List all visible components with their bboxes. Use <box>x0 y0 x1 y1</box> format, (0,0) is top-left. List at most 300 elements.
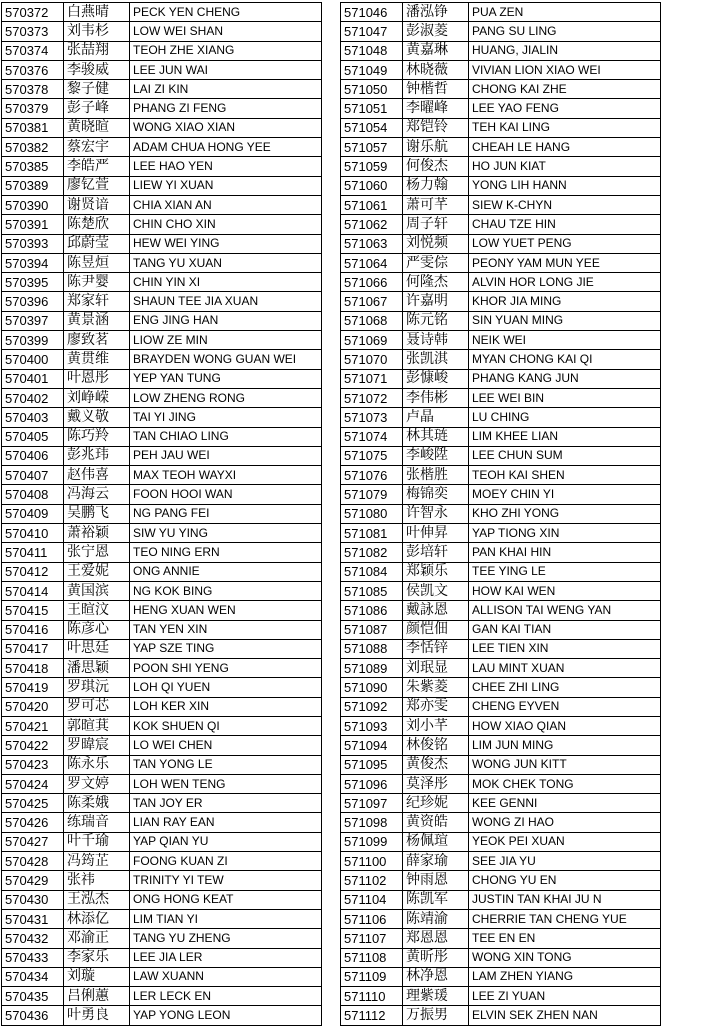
chinese-name-cell: 叶伸昇 <box>403 524 469 543</box>
chinese-name-cell: 周子轩 <box>403 215 469 234</box>
table-row <box>2 543 322 562</box>
student-id-cell: 570389 <box>2 176 64 195</box>
chinese-name-cell: 蔡宏宇 <box>64 138 130 157</box>
table-row <box>2 350 322 369</box>
english-name-cell: ONG ANNIE <box>130 562 322 581</box>
table-row <box>2 311 322 330</box>
english-name-cell: LAM ZHEN YIANG <box>469 967 661 986</box>
table-row <box>2 832 322 851</box>
english-name-cell: TEE YING LE <box>469 562 661 581</box>
chinese-name-cell: 聂诗韩 <box>403 331 469 350</box>
english-name-cell: PUA ZEN <box>469 3 661 22</box>
table-row <box>341 292 661 311</box>
table-row <box>341 311 661 330</box>
student-id-cell: 571049 <box>341 60 403 79</box>
student-id-cell: 570416 <box>2 620 64 639</box>
english-name-cell: SEE JIA YU <box>469 852 661 871</box>
chinese-name-cell: 李皓严 <box>64 157 130 176</box>
table-row <box>341 369 661 388</box>
table-row <box>341 118 661 137</box>
chinese-name-cell: 莫泽彤 <box>403 774 469 793</box>
chinese-name-cell: 邓渝正 <box>64 929 130 948</box>
student-id-cell: 570381 <box>2 118 64 137</box>
student-id-cell: 570385 <box>2 157 64 176</box>
student-table-right <box>340 2 661 1026</box>
student-id-cell: 570422 <box>2 736 64 755</box>
table-row <box>341 678 661 697</box>
student-id-cell: 571092 <box>341 697 403 716</box>
student-id-cell: 570400 <box>2 350 64 369</box>
chinese-name-cell: 彭培轩 <box>403 543 469 562</box>
chinese-name-cell: 王爱妮 <box>64 562 130 581</box>
english-name-cell: YAP TIONG XIN <box>469 524 661 543</box>
student-id-cell: 571090 <box>341 678 403 697</box>
english-name-cell: ONG HONG KEAT <box>130 890 322 909</box>
student-id-cell: 570435 <box>2 987 64 1006</box>
chinese-name-cell: 戴詠恩 <box>403 601 469 620</box>
student-id-cell: 570430 <box>2 890 64 909</box>
chinese-name-cell: 严雯倧 <box>403 253 469 272</box>
chinese-name-cell: 刘悦频 <box>403 234 469 253</box>
student-id-cell: 571079 <box>341 485 403 504</box>
english-name-cell: ALLISON TAI WENG YAN <box>469 601 661 620</box>
table-row <box>341 620 661 639</box>
student-id-cell: 570419 <box>2 678 64 697</box>
chinese-name-cell: 萧裕颖 <box>64 524 130 543</box>
student-id-cell: 571076 <box>341 466 403 485</box>
english-name-cell: LIAN RAY EAN <box>130 813 322 832</box>
english-name-cell: KHO ZHI YONG <box>469 504 661 523</box>
student-id-cell: 570417 <box>2 639 64 658</box>
chinese-name-cell: 叶勇良 <box>64 1006 130 1025</box>
table-row <box>2 466 322 485</box>
table-row <box>341 716 661 735</box>
table-row <box>341 41 661 60</box>
english-name-cell: PEONY YAM MUN YEE <box>469 253 661 272</box>
table-row <box>2 562 322 581</box>
english-name-cell: SIW YU YING <box>130 524 322 543</box>
table-row <box>2 215 322 234</box>
english-name-cell: PHANG ZI FENG <box>130 99 322 118</box>
english-name-cell: CHEE ZHI LING <box>469 678 661 697</box>
table-row <box>2 909 322 928</box>
table-row <box>2 504 322 523</box>
english-name-cell: LEE YAO FENG <box>469 99 661 118</box>
english-name-cell: TAI YI JING <box>130 408 322 427</box>
chinese-name-cell: 刘韦杉 <box>64 22 130 41</box>
english-name-cell: MAX TEOH WAYXI <box>130 466 322 485</box>
chinese-name-cell: 林其琏 <box>403 427 469 446</box>
table-row <box>2 41 322 60</box>
chinese-name-cell: 黄嘉琳 <box>403 41 469 60</box>
table-row <box>2 716 322 735</box>
chinese-name-cell: 林净恩 <box>403 967 469 986</box>
student-id-cell: 571074 <box>341 427 403 446</box>
english-name-cell: POON SHI YENG <box>130 659 322 678</box>
chinese-name-cell: 白燕晴 <box>64 3 130 22</box>
table-row <box>2 408 322 427</box>
chinese-name-cell: 钟楷哲 <box>403 80 469 99</box>
chinese-name-cell: 钟雨恩 <box>403 871 469 890</box>
table-row <box>341 736 661 755</box>
student-id-cell: 571059 <box>341 157 403 176</box>
chinese-name-cell: 吴鹏飞 <box>64 504 130 523</box>
english-name-cell: LEE WEI BIN <box>469 388 661 407</box>
chinese-name-cell: 刘峥嵘 <box>64 388 130 407</box>
table-row <box>341 157 661 176</box>
chinese-name-cell: 颜恺佃 <box>403 620 469 639</box>
chinese-name-cell: 谢贤谙 <box>64 195 130 214</box>
english-name-cell: CHONG KAI ZHE <box>469 80 661 99</box>
chinese-name-cell: 戴义敬 <box>64 408 130 427</box>
student-id-cell: 571051 <box>341 99 403 118</box>
chinese-name-cell: 刘璇 <box>64 967 130 986</box>
chinese-name-cell: 赵伟喜 <box>64 466 130 485</box>
english-name-cell: GAN KAI TIAN <box>469 620 661 639</box>
student-id-cell: 571098 <box>341 813 403 832</box>
table-row <box>2 60 322 79</box>
table-row <box>2 813 322 832</box>
student-id-cell: 571048 <box>341 41 403 60</box>
student-id-cell: 571099 <box>341 832 403 851</box>
english-name-cell: KEE GENNI <box>469 794 661 813</box>
student-id-cell: 570406 <box>2 446 64 465</box>
student-id-cell: 570410 <box>2 524 64 543</box>
table-row <box>2 3 322 22</box>
english-name-cell: LEE JUN WAI <box>130 60 322 79</box>
english-name-cell: LOH KER XIN <box>130 697 322 716</box>
english-name-cell: HENG XUAN WEN <box>130 601 322 620</box>
table-row <box>2 774 322 793</box>
english-name-cell: PAN KHAI HIN <box>469 543 661 562</box>
chinese-name-cell: 张喆翔 <box>64 41 130 60</box>
chinese-name-cell: 陈靖渝 <box>403 909 469 928</box>
table-row <box>341 446 661 465</box>
english-name-cell: MOEY CHIN YI <box>469 485 661 504</box>
chinese-name-cell: 张宁恩 <box>64 543 130 562</box>
student-id-cell: 570411 <box>2 543 64 562</box>
chinese-name-cell: 陈柔娥 <box>64 794 130 813</box>
english-name-cell: CHAU TZE HIN <box>469 215 661 234</box>
table-row <box>341 794 661 813</box>
chinese-name-cell: 冯筠芷 <box>64 852 130 871</box>
english-name-cell: HOW XIAO QIAN <box>469 716 661 735</box>
student-id-cell: 570393 <box>2 234 64 253</box>
chinese-name-cell: 林添亿 <box>64 909 130 928</box>
student-id-cell: 570402 <box>2 388 64 407</box>
english-name-cell: HOW KAI WEN <box>469 581 661 600</box>
english-name-cell: CHIN YIN XI <box>130 273 322 292</box>
chinese-name-cell: 陈凯军 <box>403 890 469 909</box>
english-name-cell: LIEW YI XUAN <box>130 176 322 195</box>
english-name-cell: PANG SU LING <box>469 22 661 41</box>
english-name-cell: LIOW ZE MIN <box>130 331 322 350</box>
english-name-cell: LEE TIEN XIN <box>469 639 661 658</box>
table-row <box>341 138 661 157</box>
english-name-cell: CHIN CHO XIN <box>130 215 322 234</box>
table-row <box>2 871 322 890</box>
table-row <box>2 388 322 407</box>
english-name-cell: VIVIAN LION XIAO WEI <box>469 60 661 79</box>
chinese-name-cell: 冯海云 <box>64 485 130 504</box>
student-id-cell: 571106 <box>341 909 403 928</box>
table-row <box>341 639 661 658</box>
chinese-name-cell: 陈楚欣 <box>64 215 130 234</box>
chinese-name-cell: 郑颖乐 <box>403 562 469 581</box>
student-id-cell: 570423 <box>2 755 64 774</box>
table-row <box>341 774 661 793</box>
chinese-name-cell: 许智永 <box>403 504 469 523</box>
english-name-cell: LER LECK EN <box>130 987 322 1006</box>
student-id-cell: 570434 <box>2 967 64 986</box>
student-id-cell: 570418 <box>2 659 64 678</box>
student-id-cell: 570372 <box>2 3 64 22</box>
chinese-name-cell: 李峻陞 <box>403 446 469 465</box>
student-id-cell: 570431 <box>2 909 64 928</box>
student-id-cell: 570424 <box>2 774 64 793</box>
chinese-name-cell: 林晓薇 <box>403 60 469 79</box>
table-row <box>2 427 322 446</box>
english-name-cell: LAU MINT XUAN <box>469 659 661 678</box>
student-id-cell: 570395 <box>2 273 64 292</box>
student-id-cell: 571080 <box>341 504 403 523</box>
english-name-cell: SHAUN TEE JIA XUAN <box>130 292 322 311</box>
chinese-name-cell: 梅锦奕 <box>403 485 469 504</box>
english-name-cell: LU CHING <box>469 408 661 427</box>
student-id-cell: 571050 <box>341 80 403 99</box>
chinese-name-cell: 李曜峰 <box>403 99 469 118</box>
english-name-cell: BRAYDEN WONG GUAN WEI <box>130 350 322 369</box>
student-table-left <box>1 2 322 1026</box>
english-name-cell: PECK YEN CHENG <box>130 3 322 22</box>
english-name-cell: WONG XIAO XIAN <box>130 118 322 137</box>
english-name-cell: LO WEI CHEN <box>130 736 322 755</box>
chinese-name-cell: 彭淑菱 <box>403 22 469 41</box>
table-row <box>341 485 661 504</box>
english-name-cell: ENG JING HAN <box>130 311 322 330</box>
chinese-name-cell: 彭兆玮 <box>64 446 130 465</box>
chinese-name-cell: 陈彦心 <box>64 620 130 639</box>
table-row <box>2 929 322 948</box>
table-row <box>341 215 661 234</box>
table-row <box>2 369 322 388</box>
student-id-cell: 570374 <box>2 41 64 60</box>
chinese-name-cell: 黄资皓 <box>403 813 469 832</box>
english-name-cell: HO JUN KIAT <box>469 157 661 176</box>
student-id-cell: 571085 <box>341 581 403 600</box>
student-id-cell: 570376 <box>2 60 64 79</box>
student-id-cell: 571075 <box>341 446 403 465</box>
english-name-cell: TAN JOY ER <box>130 794 322 813</box>
chinese-name-cell: 陈尹婴 <box>64 273 130 292</box>
table-row <box>2 273 322 292</box>
english-name-cell: FOON HOOI WAN <box>130 485 322 504</box>
table-row <box>341 22 661 41</box>
english-name-cell: YEOK PEI XUAN <box>469 832 661 851</box>
english-name-cell: LAW XUANN <box>130 967 322 986</box>
table-row <box>341 99 661 118</box>
student-id-cell: 570379 <box>2 99 64 118</box>
english-name-cell: PHANG KANG JUN <box>469 369 661 388</box>
english-name-cell: ELVIN SEK ZHEN NAN <box>469 1006 661 1025</box>
chinese-name-cell: 叶思廷 <box>64 639 130 658</box>
student-id-cell: 570432 <box>2 929 64 948</box>
english-name-cell: JUSTIN TAN KHAI JU N <box>469 890 661 909</box>
english-name-cell: SIN YUAN MING <box>469 311 661 330</box>
student-id-cell: 570407 <box>2 466 64 485</box>
table-row <box>341 80 661 99</box>
student-id-cell: 570408 <box>2 485 64 504</box>
chinese-name-cell: 郑亦雯 <box>403 697 469 716</box>
table-row <box>2 331 322 350</box>
chinese-name-cell: 吕俐蕙 <box>64 987 130 1006</box>
student-id-cell: 570399 <box>2 331 64 350</box>
chinese-name-cell: 黄昕彤 <box>403 948 469 967</box>
student-id-cell: 571054 <box>341 118 403 137</box>
student-id-cell: 571095 <box>341 755 403 774</box>
student-id-cell: 570390 <box>2 195 64 214</box>
english-name-cell: LOH QI YUEN <box>130 678 322 697</box>
english-name-cell: TAN YONG LE <box>130 755 322 774</box>
english-name-cell: TEOH ZHE XIANG <box>130 41 322 60</box>
english-name-cell: LEE ZI YUAN <box>469 987 661 1006</box>
table-row <box>341 967 661 986</box>
english-name-cell: TAN YEN XIN <box>130 620 322 639</box>
english-name-cell: KHOR JIA MING <box>469 292 661 311</box>
table-row <box>341 601 661 620</box>
chinese-name-cell: 廖致茗 <box>64 331 130 350</box>
english-name-cell: TRINITY YI TEW <box>130 871 322 890</box>
student-id-cell: 570382 <box>2 138 64 157</box>
student-id-cell: 571093 <box>341 716 403 735</box>
table-row <box>2 581 322 600</box>
table-row <box>341 524 661 543</box>
student-id-cell: 570396 <box>2 292 64 311</box>
english-name-cell: ADAM CHUA HONG YEE <box>130 138 322 157</box>
table-row <box>341 659 661 678</box>
english-name-cell: MYAN CHONG KAI QI <box>469 350 661 369</box>
english-name-cell: YAP YONG LEON <box>130 1006 322 1025</box>
chinese-name-cell: 万振男 <box>403 1006 469 1025</box>
table-row <box>2 890 322 909</box>
english-name-cell: LIM KHEE LIAN <box>469 427 661 446</box>
chinese-name-cell: 潘思颖 <box>64 659 130 678</box>
chinese-name-cell: 罗文婷 <box>64 774 130 793</box>
table-row <box>341 350 661 369</box>
student-id-cell: 570405 <box>2 427 64 446</box>
table-row <box>341 3 661 22</box>
english-name-cell: CHIA XIAN AN <box>130 195 322 214</box>
student-id-cell: 571073 <box>341 408 403 427</box>
chinese-name-cell: 侯凯文 <box>403 581 469 600</box>
student-id-cell: 570421 <box>2 716 64 735</box>
english-name-cell: HEW WEI YING <box>130 234 322 253</box>
table-row <box>341 176 661 195</box>
table-row <box>341 408 661 427</box>
english-name-cell: LOW WEI SHAN <box>130 22 322 41</box>
table-row <box>2 195 322 214</box>
english-name-cell: NEIK WEI <box>469 331 661 350</box>
table-row <box>341 60 661 79</box>
english-name-cell: TEOH KAI SHEN <box>469 466 661 485</box>
chinese-name-cell: 张凯淇 <box>403 350 469 369</box>
table-row <box>2 755 322 774</box>
table-row <box>2 659 322 678</box>
table-row <box>341 562 661 581</box>
chinese-name-cell: 叶千瑜 <box>64 832 130 851</box>
student-id-cell: 571067 <box>341 292 403 311</box>
table-row <box>341 871 661 890</box>
english-name-cell: KOK SHUEN QI <box>130 716 322 735</box>
chinese-name-cell: 郭暄萁 <box>64 716 130 735</box>
table-row <box>2 948 322 967</box>
table-row <box>2 620 322 639</box>
student-id-cell: 570426 <box>2 813 64 832</box>
student-id-cell: 571072 <box>341 388 403 407</box>
student-id-cell: 570401 <box>2 369 64 388</box>
student-id-cell: 571071 <box>341 369 403 388</box>
table-row <box>2 852 322 871</box>
table-row <box>2 176 322 195</box>
table-row <box>2 967 322 986</box>
chinese-name-cell: 理紫瑗 <box>403 987 469 1006</box>
student-id-cell: 570436 <box>2 1006 64 1025</box>
english-name-cell: SIEW K-CHYN <box>469 195 661 214</box>
table-row <box>2 80 322 99</box>
english-name-cell: LIM JUN MING <box>469 736 661 755</box>
table-row <box>341 273 661 292</box>
table-row <box>2 678 322 697</box>
chinese-name-cell: 何俊杰 <box>403 157 469 176</box>
english-name-cell: YAP SZE TING <box>130 639 322 658</box>
chinese-name-cell: 李伟彬 <box>403 388 469 407</box>
student-id-cell: 571064 <box>341 253 403 272</box>
table-row <box>2 639 322 658</box>
table-row <box>341 987 661 1006</box>
table-row <box>2 22 322 41</box>
student-id-cell: 571102 <box>341 871 403 890</box>
chinese-name-cell: 黄晓暄 <box>64 118 130 137</box>
student-id-cell: 571089 <box>341 659 403 678</box>
table-row <box>2 292 322 311</box>
table-row <box>2 234 322 253</box>
table-row <box>341 427 661 446</box>
student-id-cell: 571070 <box>341 350 403 369</box>
chinese-name-cell: 罗琪沅 <box>64 678 130 697</box>
table-row <box>2 138 322 157</box>
table-row <box>2 736 322 755</box>
english-name-cell: WONG JUN KITT <box>469 755 661 774</box>
chinese-name-cell: 陈永乐 <box>64 755 130 774</box>
chinese-name-cell: 黄贯维 <box>64 350 130 369</box>
student-id-cell: 571069 <box>341 331 403 350</box>
student-id-cell: 571100 <box>341 852 403 871</box>
student-id-cell: 571061 <box>341 195 403 214</box>
english-name-cell: LEE JIA LER <box>130 948 322 967</box>
student-id-cell: 571066 <box>341 273 403 292</box>
table-row <box>2 446 322 465</box>
english-name-cell: FOONG KUAN ZI <box>130 852 322 871</box>
english-name-cell: LEE HAO YEN <box>130 157 322 176</box>
student-id-cell: 571087 <box>341 620 403 639</box>
table-row <box>341 253 661 272</box>
student-id-cell: 571097 <box>341 794 403 813</box>
student-id-cell: 571084 <box>341 562 403 581</box>
chinese-name-cell: 朱紫菱 <box>403 678 469 697</box>
student-id-cell: 571068 <box>341 311 403 330</box>
table-row <box>341 331 661 350</box>
table-row <box>2 253 322 272</box>
